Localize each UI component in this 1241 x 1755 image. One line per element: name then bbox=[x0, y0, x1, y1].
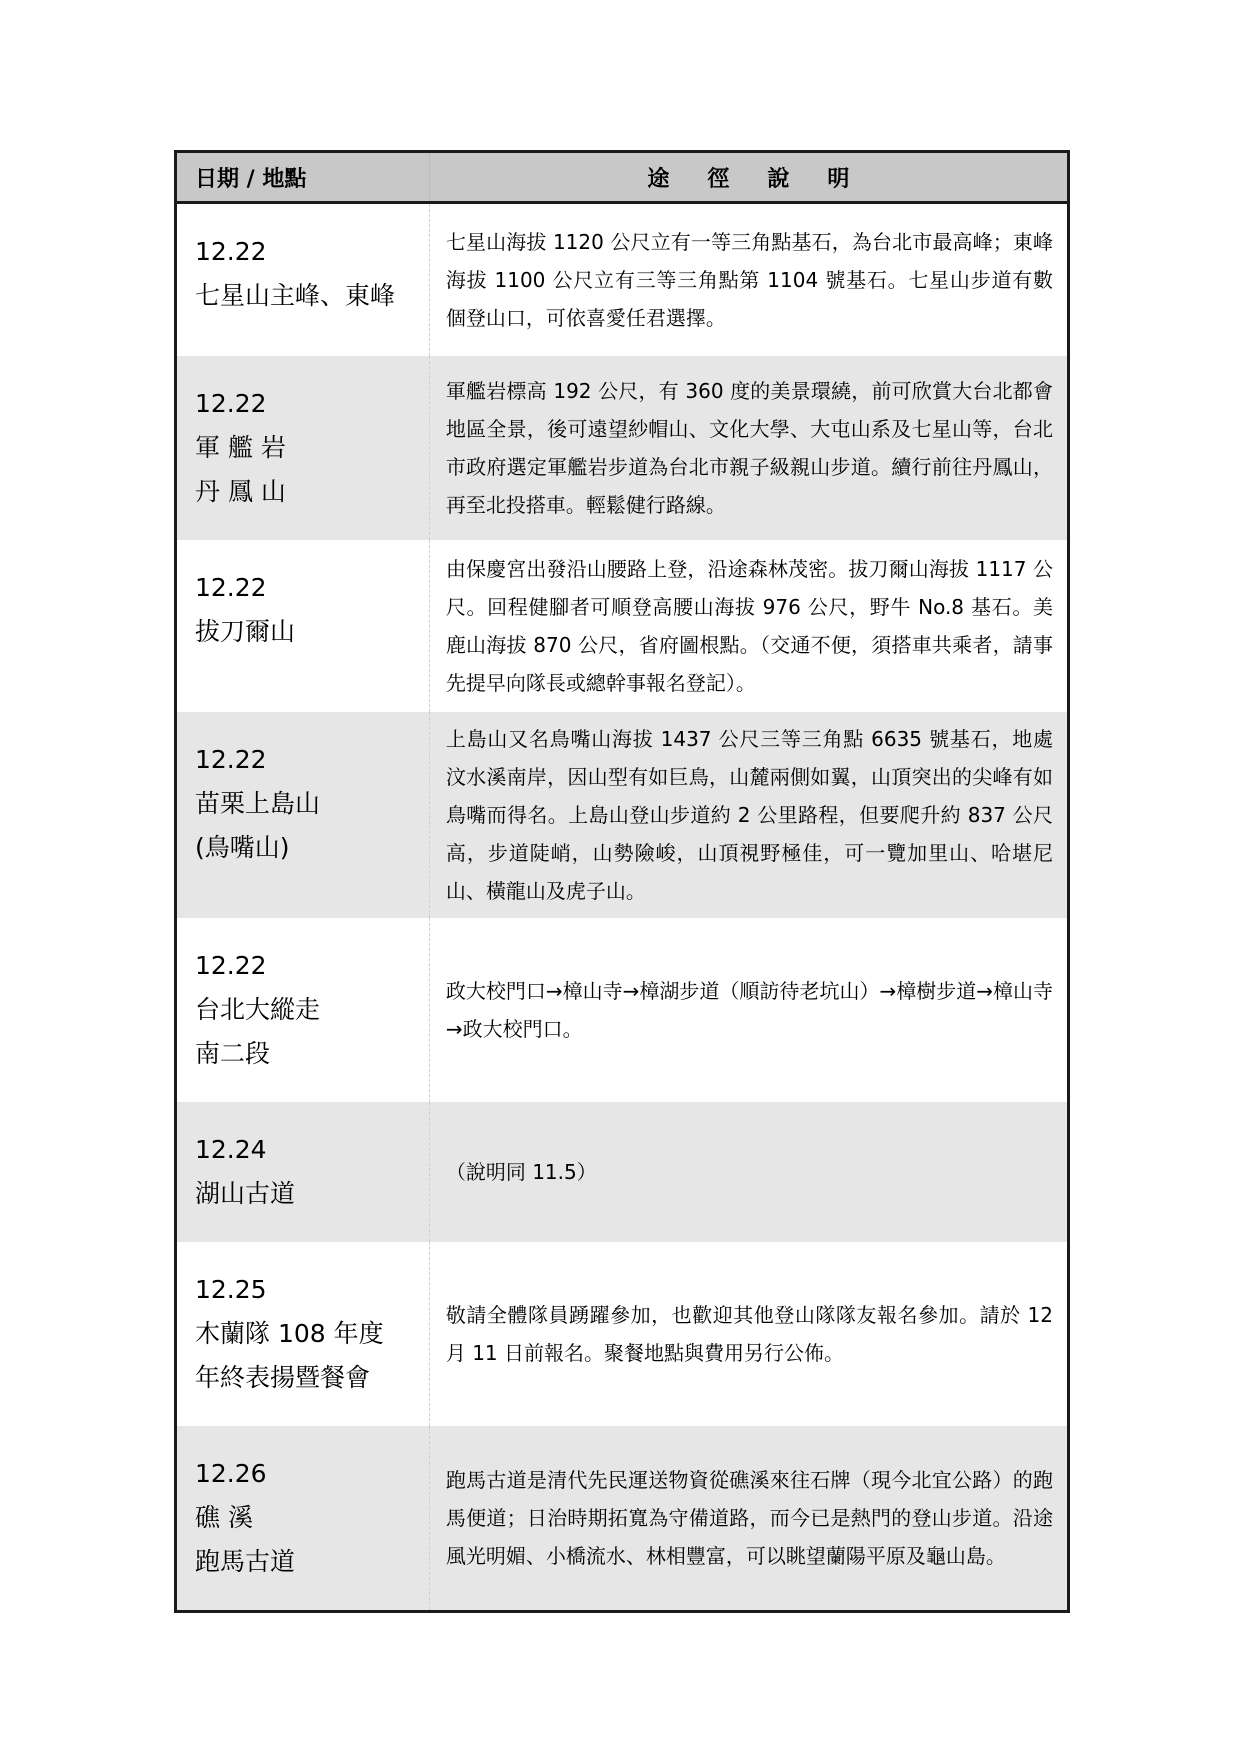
route-description: 跑馬古道是清代先民運送物資從礁溪來往石牌（現今北宜公路）的跑馬便道；日治時期拓寬為守備道路，而今已是熱門的登山步道。沿途風光明媚、小橋流水、林相豐富，可以眺望蘭陽平原及龜山島。 bbox=[429, 1426, 1068, 1612]
event-place: 礁 溪 bbox=[195, 1502, 253, 1532]
event-place: 丹 鳳 山 bbox=[195, 476, 286, 506]
event-date: 12.24 bbox=[195, 1134, 267, 1164]
event-place: 湖山古道 bbox=[195, 1178, 296, 1208]
route-description: 由保慶宮出發沿山腰路上登，沿途森林茂密。拔刀爾山海拔 1117 公尺。回程健腳者可順登高腰山海拔 976 公尺，野牛 No.8 基石。美鹿山海拔 870 公尺，省府圖根點。（交通不便，須搭車共乘者，請事先提早向隊長或總幹事報名登記）。 bbox=[445, 556, 1053, 695]
event-place: 拔刀爾山 bbox=[195, 616, 296, 646]
table-row bbox=[176, 1426, 1069, 1612]
event-date: 12.22 bbox=[195, 237, 267, 266]
date-place-cell bbox=[176, 356, 430, 540]
event-place: 七星山主峰、東峰 bbox=[195, 281, 396, 310]
header-row bbox=[176, 152, 1069, 203]
event-place: 南二段 bbox=[195, 1038, 271, 1068]
route-description: （說明同 11.5） bbox=[429, 1102, 1068, 1242]
event-place: 台北大縱走 bbox=[195, 994, 321, 1024]
schedule-table bbox=[174, 150, 1070, 1613]
event-date: 12.26 bbox=[195, 1458, 267, 1488]
table-body bbox=[176, 203, 1069, 1612]
date-place-cell bbox=[176, 918, 430, 1102]
table-row bbox=[176, 918, 1069, 1102]
header-date-place: 日期 / 地點 bbox=[176, 152, 430, 203]
event-place: 木蘭隊 108 年度 bbox=[195, 1318, 384, 1348]
route-description: 軍艦岩標高 192 公尺，有 360 度的美景環繞，前可欣賞大台北都會地區全景，後可遠望紗帽山、文化大學、大屯山系及七星山等，台北市政府選定軍艦岩步道為台北市親子級親山步道。續行前往丹鳳山，再至北投搭車。輕鬆健行路線。 bbox=[429, 356, 1068, 540]
date-place-cell bbox=[176, 1102, 430, 1242]
event-date: 12.25 bbox=[195, 1274, 267, 1304]
event-date: 12.22 bbox=[195, 572, 267, 602]
event-place: 軍 艦 岩 bbox=[195, 432, 286, 462]
event-place: 跑馬古道 bbox=[195, 1546, 296, 1576]
event-date: 12.22 bbox=[195, 388, 267, 418]
date-place-cell bbox=[176, 203, 430, 356]
event-date: 12.22 bbox=[195, 950, 267, 980]
route-description: 政大校門口→樟山寺→樟湖步道（順訪待老坑山）→樟樹步道→樟山寺→政大校門口。 bbox=[445, 978, 1053, 1041]
table-row bbox=[176, 356, 1069, 540]
date-place-cell bbox=[176, 540, 430, 712]
event-place: (鳥嘴山) bbox=[195, 832, 290, 862]
header-description: 途徑說明 bbox=[429, 152, 1068, 203]
route-description: 上島山又名鳥嘴山海拔 1437 公尺三等三角點 6635 號基石，地處汶水溪南岸，因山型有如巨鳥，山麓兩側如翼，山頂突出的尖峰有如鳥嘴而得名。上島山登山步道約 2 公里路程，但要爬升約 837 公尺高，步道陡峭，山勢險峻，山頂視野極佳，可一覽加里山、哈堪尼山、橫龍山及虎子山。 bbox=[429, 712, 1068, 918]
date-place-cell bbox=[176, 1426, 430, 1612]
event-place: 年終表揚暨餐會 bbox=[195, 1362, 371, 1392]
table-row bbox=[176, 1102, 1069, 1242]
route-description: 敬請全體隊員踴躍參加，也歡迎其他登山隊隊友報名參加。請於 12 月 11 日前報名。聚餐地點與費用另行公佈。 bbox=[445, 1302, 1053, 1365]
table-row bbox=[176, 203, 1069, 356]
table-row bbox=[176, 712, 1069, 918]
table-row bbox=[176, 540, 1069, 712]
event-date: 12.22 bbox=[195, 744, 267, 774]
table-row bbox=[176, 1242, 1069, 1426]
date-place-cell bbox=[176, 712, 430, 918]
date-place-cell bbox=[176, 1242, 430, 1426]
route-description: 七星山海拔 1120 公尺立有一等三角點基石，為台北市最高峰；東峰海拔 1100 公尺立有三等三角點第 1104 號基石。七星山步道有數個登山口，可依喜愛任君選擇。 bbox=[445, 229, 1053, 330]
event-place: 苗栗上島山 bbox=[195, 788, 321, 818]
